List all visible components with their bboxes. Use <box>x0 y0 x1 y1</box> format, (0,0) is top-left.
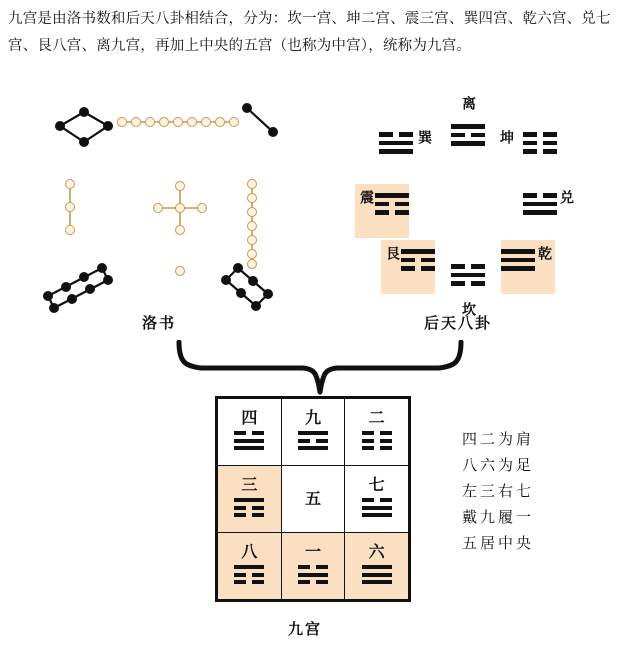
verse-block <box>462 426 534 556</box>
cell-trigram-qian <box>362 565 392 588</box>
trigram-qian: 乾 <box>501 240 555 294</box>
trigram-xun: 巽 <box>377 124 431 178</box>
luoshu-dot-black <box>236 288 246 298</box>
luoshu-dot-black <box>85 284 95 294</box>
luoshu-dot-black <box>67 294 77 304</box>
cell-trigram-xun <box>234 431 264 454</box>
trigram-lines-zhen <box>375 193 409 219</box>
jiugong-caption: 九宫 <box>288 620 323 638</box>
cell-jiu <box>281 399 345 466</box>
luoshu-dot-black <box>49 303 59 313</box>
cell-trigram-kun <box>362 431 392 454</box>
luoshu-dot-white <box>229 117 239 127</box>
cell-number: 三 <box>241 475 258 495</box>
verse-line: 四二为肩 <box>462 430 535 448</box>
cell-san <box>218 466 282 533</box>
luoshu-dot-white <box>65 202 75 212</box>
trigram-gen: 艮 <box>381 240 435 294</box>
verse-line: 左三右七 <box>462 482 535 500</box>
luoshu-dot-black <box>97 263 107 273</box>
trigram-li: 离 <box>441 100 495 154</box>
luoshu-dot-black <box>79 272 89 282</box>
trigram-kun: 坤 <box>507 124 561 178</box>
luoshu-dot-white <box>247 249 257 259</box>
luoshu-dot-white <box>247 193 257 203</box>
luoshu-dot-white <box>215 117 225 127</box>
luoshu-dot-black <box>61 282 71 292</box>
luoshu-dot-white <box>175 266 185 276</box>
trigram-lines-kun <box>523 132 557 158</box>
curly-brace-connector <box>175 340 465 396</box>
trigram-lines-xun <box>379 132 413 158</box>
houtian-bagua-diagram <box>355 96 580 318</box>
trigram-dui: 兑 <box>523 184 577 238</box>
luoshu-dot-white <box>131 117 141 127</box>
cell-trigram-li <box>298 431 328 454</box>
cell-er <box>345 399 409 466</box>
luoshu-dot-white <box>175 225 185 235</box>
bagua-caption: 后天八卦 <box>424 314 493 332</box>
luoshu-dot-black <box>233 263 243 273</box>
jiugong-grid <box>215 396 411 602</box>
luoshu-dot-white <box>197 203 207 213</box>
luoshu-dot-white <box>65 179 75 189</box>
cell-number: 四 <box>241 408 258 428</box>
cell-number: 一 <box>304 542 321 562</box>
luoshu-dot-white <box>201 117 211 127</box>
cell-number: 九 <box>304 408 321 428</box>
trigram-lines-gen <box>401 249 435 275</box>
luoshu-dot-white <box>247 221 257 231</box>
cell-trigram-gen <box>234 565 264 588</box>
luoshu-dot-black <box>55 121 65 131</box>
cell-trigram-kan <box>298 565 328 588</box>
luoshu-dot-white <box>175 181 185 191</box>
table-row <box>218 399 409 466</box>
trigram-lines-li <box>451 124 485 150</box>
trigram-lines-kan <box>451 264 485 290</box>
cell-number: 八 <box>241 542 258 562</box>
cell-number: 六 <box>368 542 385 562</box>
cell-wu <box>281 466 345 533</box>
cell-number: 五 <box>304 489 321 508</box>
trigram-kan: 坎 <box>441 264 495 318</box>
luoshu-dot-white <box>117 117 127 127</box>
luoshu-dot-black <box>103 121 113 131</box>
cell-number: 二 <box>368 408 385 428</box>
luoshu-dot-black <box>251 301 261 311</box>
luoshu-dot-white <box>159 117 169 127</box>
luoshu-dot-white <box>187 117 197 127</box>
luoshu-dot-black <box>248 276 258 286</box>
cell-qi <box>345 466 409 533</box>
cell-trigram-zhen <box>234 498 264 521</box>
luoshu-dot-black <box>43 291 53 301</box>
luoshu-connectors <box>40 96 300 318</box>
luoshu-dot-black <box>103 275 113 285</box>
luoshu-dot-white <box>175 203 185 213</box>
cell-si <box>218 399 282 466</box>
cell-liu <box>345 533 409 600</box>
luoshu-dot-black <box>79 137 89 147</box>
luoshu-diagram <box>40 96 300 318</box>
cell-ba <box>218 533 282 600</box>
luoshu-dot-white <box>145 117 155 127</box>
intro-paragraph: 九宫是由洛书数和后天八卦相结合，分为：坎一宫、坤二宫、震三宫、巽四宫、乾六宫、兑七宫、艮八宫、离九宫，再加上中央的五宫（也称为中宫），统称为九宫。 <box>8 11 611 54</box>
luoshu-dot-white <box>247 207 257 217</box>
cell-trigram-dui <box>362 498 392 521</box>
luoshu-dot-black <box>242 103 252 113</box>
luoshu-dot-white <box>247 259 257 269</box>
trigram-lines-qian <box>501 249 535 275</box>
jiugong-table <box>217 398 409 600</box>
luoshu-dot-white <box>247 235 257 245</box>
verse-line: 八六为足 <box>462 456 535 474</box>
luoshu-dot-white <box>173 117 183 127</box>
luoshu-dot-black <box>268 127 278 137</box>
luoshu-dot-black <box>263 289 273 299</box>
luoshu-dot-black <box>79 107 89 117</box>
cell-number: 七 <box>368 475 385 495</box>
trigram-lines-dui <box>523 193 557 219</box>
table-row <box>218 533 409 600</box>
luoshu-dot-white <box>153 203 163 213</box>
luoshu-dot-white <box>247 179 257 189</box>
verse-line: 五居中央 <box>462 534 535 552</box>
cell-yi <box>281 533 345 600</box>
luoshu-dot-white <box>65 225 75 235</box>
verse-line: 戴九履一 <box>462 508 535 526</box>
luoshu-caption: 洛书 <box>142 314 177 332</box>
trigram-zhen: 震 <box>355 184 409 238</box>
table-row <box>218 466 409 533</box>
luoshu-dot-black <box>221 275 231 285</box>
